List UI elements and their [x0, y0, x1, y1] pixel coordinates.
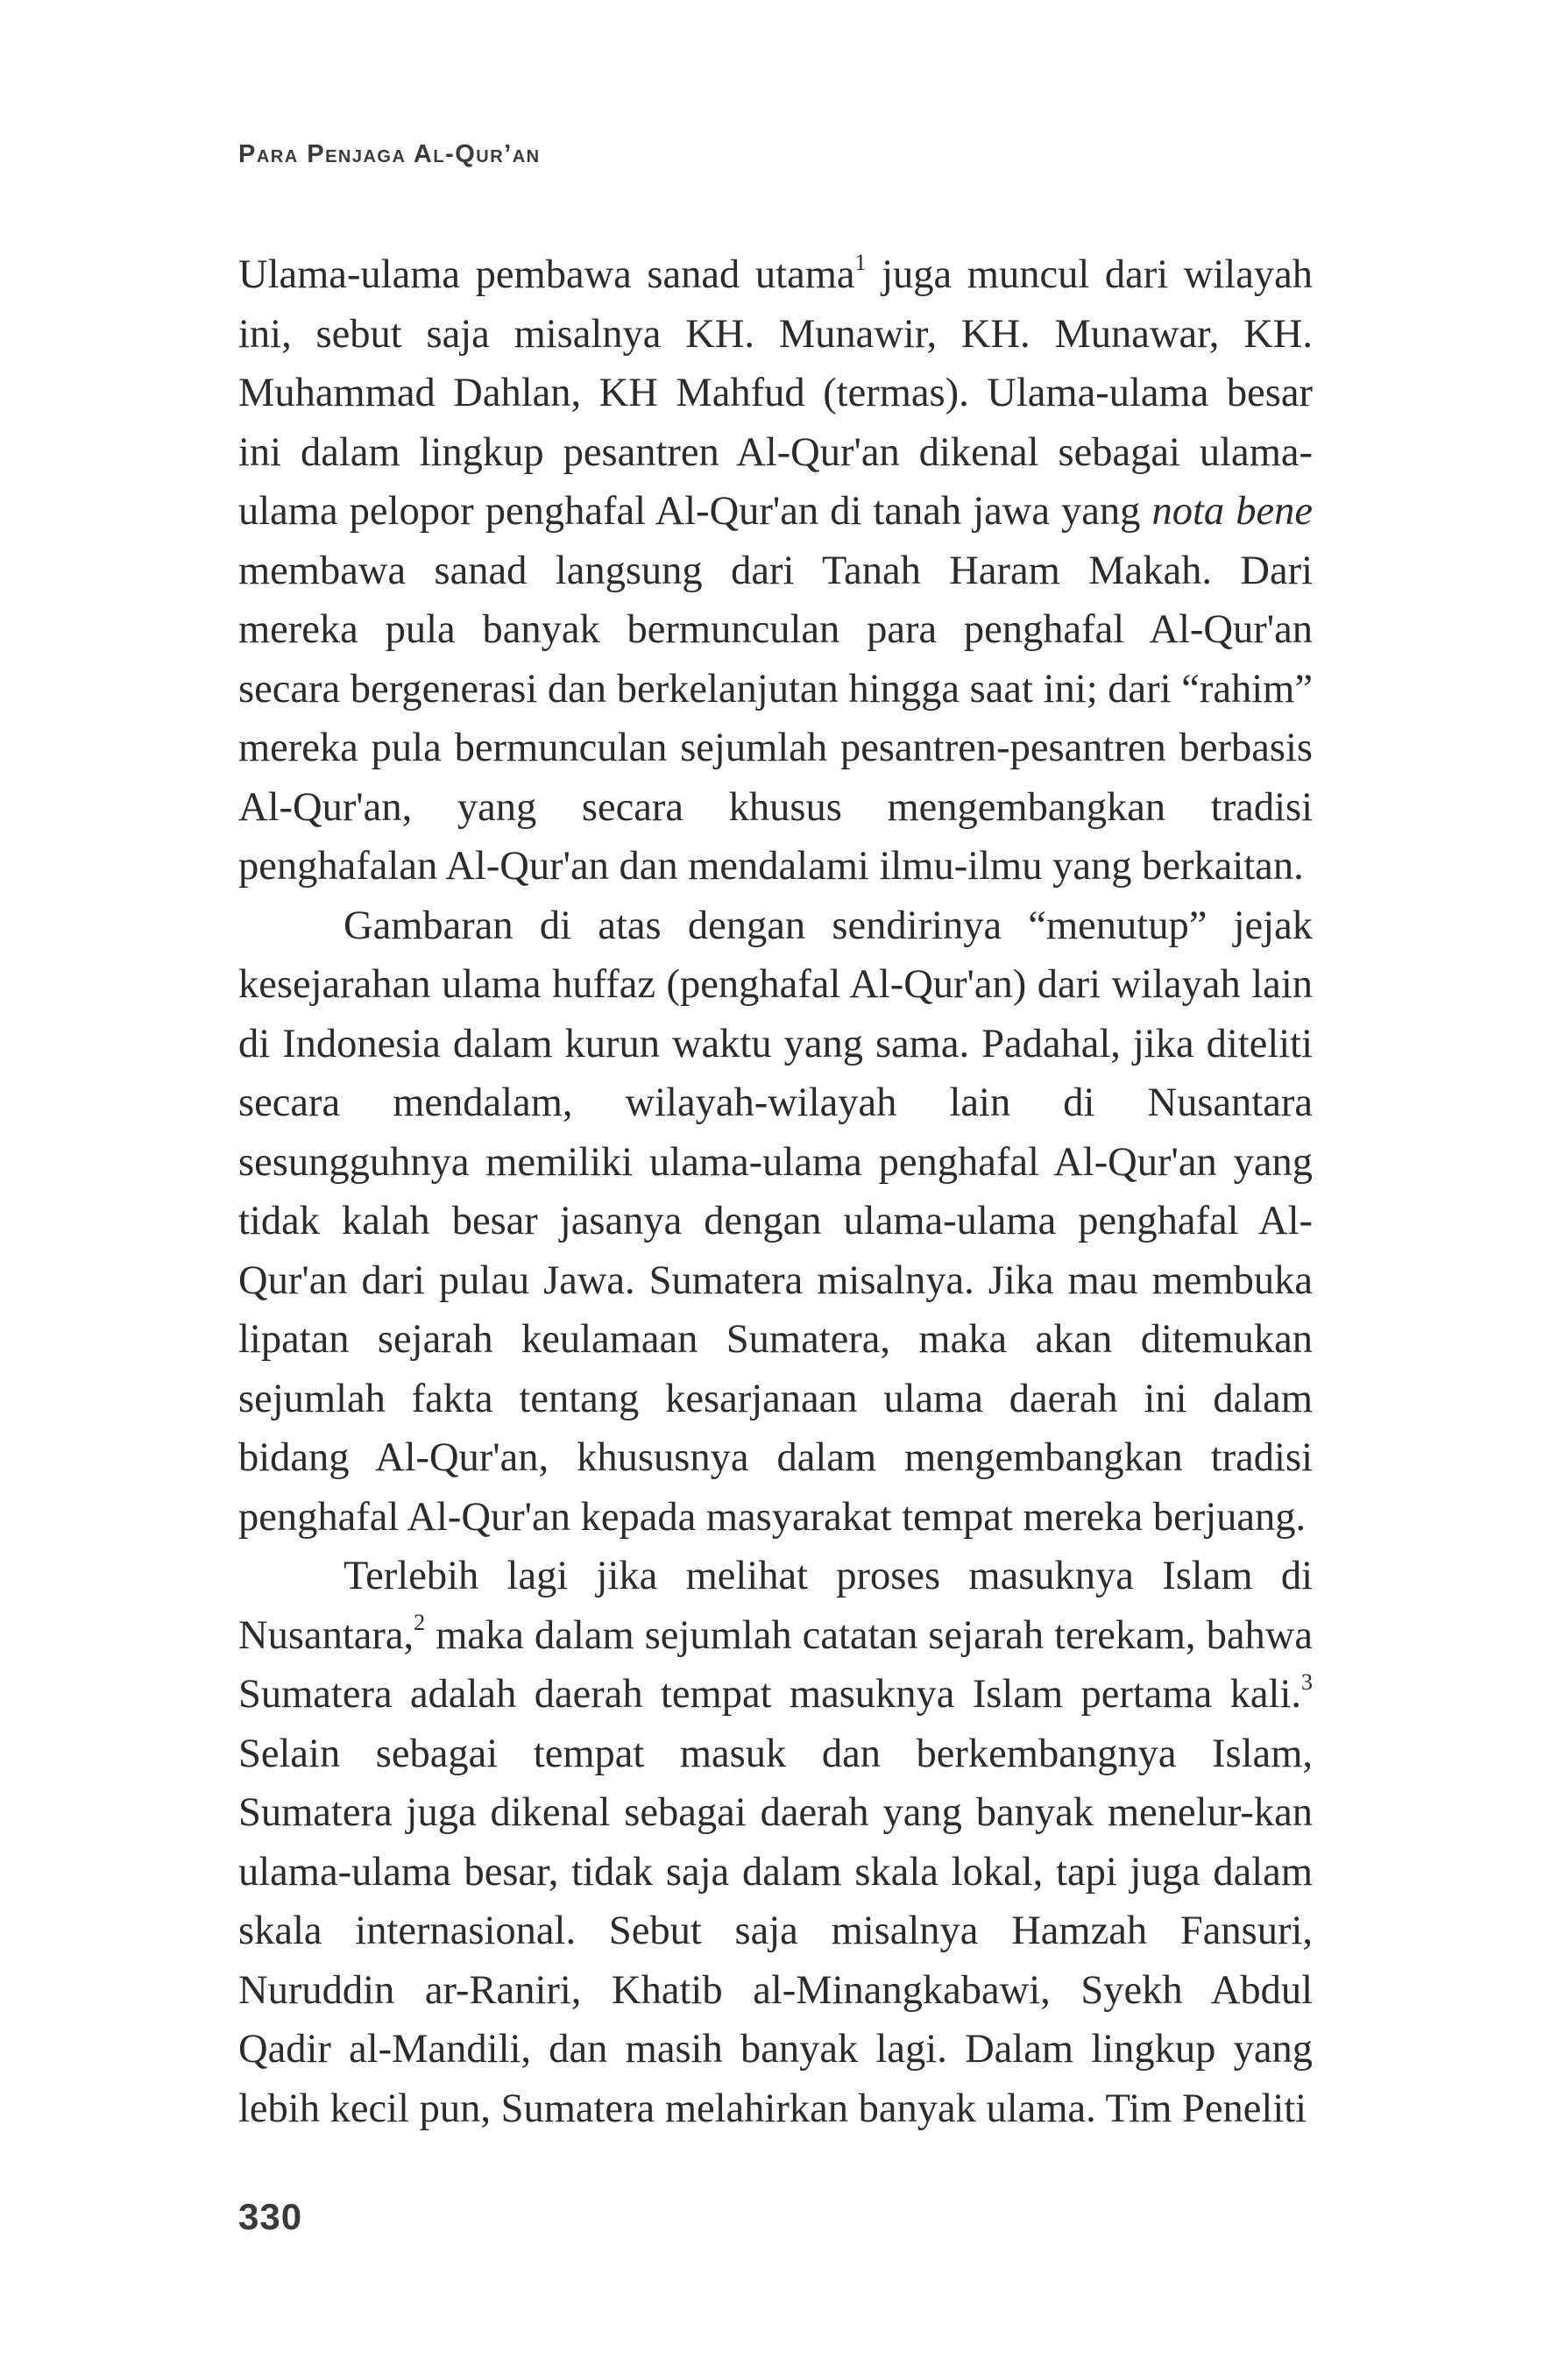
- paragraph-1-part-3: membawa sanad langsung dari Tanah Haram Makah. Dari mereka pula banyak bermunculan para penghafal Al-Qur'an secara bergenerasi dan berkelanjutan hingga saat ini; dari “rahim” mereka pula bermunculan sejumlah pesantren-pesantren berbasis Al-Qur'an, yang secara khusus mengembangkan tradisi penghafalan Al-Qur'an dan mendalami ilmu-ilmu yang berkaitan.: [238, 548, 1313, 889]
- paragraph-1-part-2: juga muncul dari wilayah ini, sebut saja misalnya KH. Munawir, KH. Munawar, KH. Muhammad Dahlan, KH Mahfud (termas). Ulama-ulama besar ini dalam lingkup pesantren Al-Qur'an dikenal sebagai ulama-ulama pelopor penghafal Al-Qur'an di tanah jawa yang: [238, 252, 1313, 534]
- paragraph-2: Gambaran di atas dengan sendirinya “menutup” jejak kesejarahan ulama huffaz (penghafal Al-Qur'an) dari wilayah lain di Indonesia dalam kurun waktu yang sama. Padahal, jika diteliti secara mendalam, wilayah-wilayah lain di Nusantara sesungguhnya memiliki ulama-ulama penghafal Al-Qur'an yang tidak kalah besar jasanya dengan ulama-ulama penghafal Al-Qur'an dari pulau Jawa. Sumatera misalnya. Jika mau membuka lipatan sejarah keulamaan Sumatera, maka akan ditemukan sejumlah fakta tentang kesarjanaan ulama daerah ini dalam bidang Al-Qur'an, khususnya dalam mengembangkan tradisi penghafal Al-Qur'an kepada masyarakat tempat mereka berjuang.: [238, 903, 1313, 1540]
- footnote-ref-1[interactable]: 1: [854, 249, 867, 275]
- italic-nota-bene: nota bene: [1151, 489, 1314, 534]
- page-number: 330: [238, 2196, 303, 2237]
- paragraph-1: [238, 245, 1313, 896]
- running-head-title: Para Penjaga Al-Qur’an: [238, 140, 541, 168]
- paragraph-3-part-3: Selain sebagai tempat masuk dan berkembangnya Islam, Sumatera juga dikenal sebagai daerah yang banyak menelur-kan ulama-ulama besar, tidak saja dalam skala lokal, tapi juga dalam skala internasional. Sebut saja misalnya Hamzah Fansuri, Nuruddin ar-Raniri, Khatib al-Minangkabawi, Syekh Abdul Qadir al-Mandili, dan masih banyak lagi. Dalam lingkup yang lebih kecil pun, Sumatera melahirkan banyak ulama. Tim Peneliti: [238, 1731, 1313, 2131]
- footnote-ref-3[interactable]: 3: [1301, 1668, 1313, 1695]
- body-text: [238, 245, 1313, 2138]
- paragraph-3-part-2: maka dalam sejumlah catatan sejarah terekam, bahwa Sumatera adalah daerah tempat masuknya Islam pertama kali.: [238, 1612, 1313, 1717]
- paragraph-3: [238, 1547, 1313, 2138]
- footnote-ref-2[interactable]: 2: [414, 1610, 426, 1635]
- paragraph-3-part-1: Terlebih lagi jika melihat proses masuknya Islam di Nusantara,: [238, 1554, 1313, 1658]
- paragraph-1-part-1: Ulama-ulama pembawa sanad utama: [238, 252, 855, 297]
